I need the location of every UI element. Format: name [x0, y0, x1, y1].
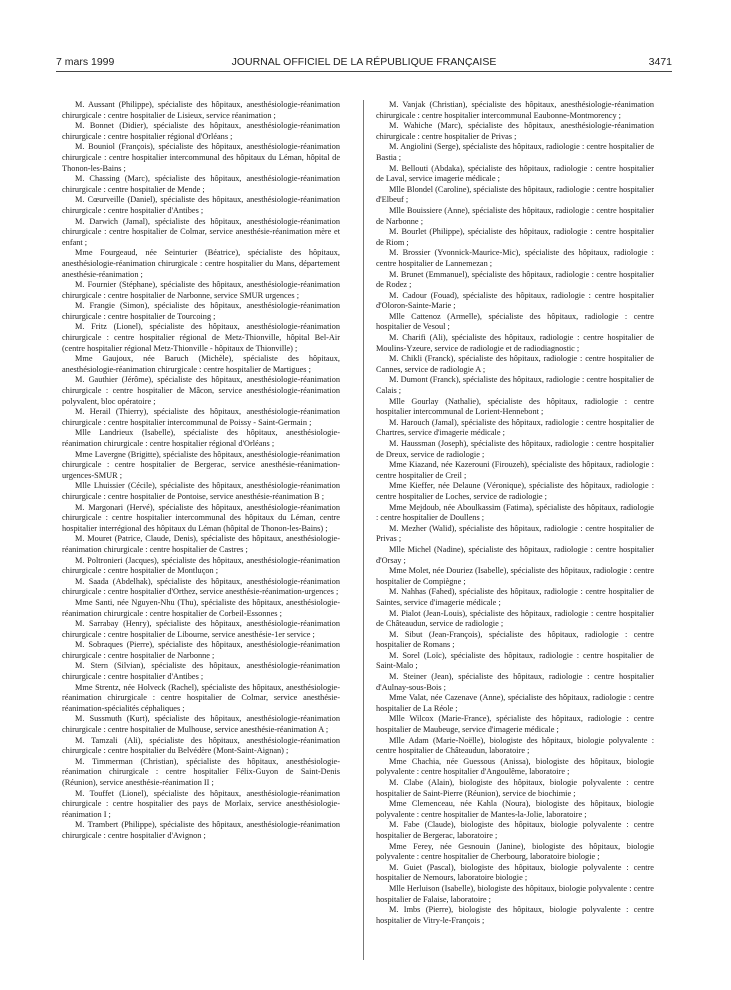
appointment-entry: M. Fournier (Stéphane), spécialiste des hôpitaux, anesthésiologie-réanimation chirurgicale : centre hospitalier de Narbonne, service SMUR urgences ; — [62, 280, 340, 300]
appointment-entry: Mme Gaujoux, née Baruch (Michèle), spécialiste des hôpitaux, anesthésiologie-réanimation chirurgicale : centre hospitalier de Martigues ; — [62, 354, 340, 374]
appointment-entry: M. Brossier (Yvonnick-Maurice-Mic), spécialiste des hôpitaux, radiologie : centre hospitalier de Lannemezan ; — [376, 248, 654, 268]
header-page-number: 3471 — [648, 56, 672, 68]
appointment-entry: M. Fritz (Lionel), spécialiste des hôpitaux, anesthésiologie-réanimation chirurgicale : centre hospitalier régional de Metz-Thionville, hôpital Bel-Air (centre hospitalier régional Metz-Thionville - hôpitaux de Thionville) ; — [62, 322, 340, 353]
appointment-entry: M. Sibut (Jean-François), spécialiste des hôpitaux, radiologie : centre hospitalier de Romans ; — [376, 629, 654, 650]
appointment-entry: M. Clabe (Alain), biologiste des hôpitaux, biologie polyvalente : centre hospitalier de Saint-Pierre (Réunion), service de biochimie ; — [376, 778, 654, 798]
appointment-entry: M. Chassing (Marc), spécialiste des hôpitaux, anesthésiologie-réanimation chirurgicale : centre hospitalier de Mende ; — [62, 174, 340, 194]
appointment-entry: Mme Ferey, née Gesnouin (Janine), biologiste des hôpitaux, biologie polyvalente : centre hospitalier de Cherbourg, laboratoire biologie ; — [376, 841, 654, 862]
appointment-entry: M. Cadour (Fouad), spécialiste des hôpitaux, radiologie : centre hospitalier d'Oloron-Sainte-Marie ; — [376, 290, 654, 311]
appointment-entry: M. Sussmuth (Kurt), spécialiste des hôpitaux, anesthésiologie-réanimation chirurgicale : centre hospitalier de Mulhouse, service anesthésie-réanimation A ; — [62, 714, 340, 735]
appointment-entry: M. Sorel (Loïc), spécialiste des hôpitaux, radiologie : centre hospitalier de Saint-Malo ; — [376, 650, 654, 671]
appointment-entry: M. Frangie (Simon), spécialiste des hôpitaux, anesthésiologie-réanimation chirurgicale : centre hospitalier de Tourcoing ; — [62, 301, 340, 321]
appointment-entry: M. Stern (Silvian), spécialiste des hôpitaux, anesthésiologie-réanimation chirurgicale : centre hospitalier d'Antibes ; — [62, 661, 340, 682]
header-title: JOURNAL OFFICIEL DE LA RÉPUBLIQUE FRANÇAISE — [231, 56, 497, 68]
appointment-entry: Mme Kieffer, née Delaune (Véronique), spécialiste des hôpitaux, radiologie : centre hospitalier de Loches, service de radiologie ; — [376, 481, 654, 501]
appointment-entry: M. Aussant (Philippe), spécialiste des hôpitaux, anesthésiologie-réanimation chirurgicale : centre hospitalier de Lisieux, service réanimation ; — [62, 100, 340, 120]
appointment-entry: M. Mezher (Walid), spécialiste des hôpitaux, radiologie : centre hospitalier de Privas ; — [376, 523, 654, 544]
appointment-entry: M. Cœurveille (Daniel), spécialiste des hôpitaux, anesthésiologie-réanimation chirurgicale : centre hospitalier d'Antibes ; — [62, 195, 340, 215]
left-column — [62, 100, 340, 980]
appointment-entry: Mme Mejdoub, née Aboulkassim (Fatima), spécialiste des hôpitaux, radiologie : centre hospitalier de Doullens ; — [376, 502, 654, 523]
appointment-entry: M. Pialot (Jean-Louis), spécialiste des hôpitaux, radiologie : centre hospitalier de Châteaudun, service de radiologie ; — [376, 608, 654, 629]
appointment-entry: Mlle Wilcox (Marie-France), spécialiste des hôpitaux, radiologie : centre hospitalier de Maubeuge, service d'imagerie médicale ; — [376, 714, 654, 735]
appointment-entry: M. Dumont (Franck), spécialiste des hôpitaux, radiologie : centre hospitalier de Calais ; — [376, 375, 654, 396]
appointment-entry: M. Bonnet (Didier), spécialiste des hôpitaux, anesthésiologie-réanimation chirurgicale : centre hospitalier régional d'Orléans ; — [62, 121, 340, 141]
appointment-entry: Mme Valat, née Cazenave (Anne), spécialiste des hôpitaux, radiologie : centre hospitalier de La Réole ; — [376, 693, 654, 713]
header-date: 7 mars 1999 — [56, 56, 115, 68]
page-header — [56, 56, 672, 72]
appointment-entry: M. Haussman (Joseph), spécialiste des hôpitaux, radiologie : centre hospitalier de Dreux, service de radiologie ; — [376, 439, 654, 459]
appointment-entry: Mlle Blondel (Caroline), spécialiste des hôpitaux, radiologie : centre hospitalier d'Elbeuf ; — [376, 184, 654, 205]
appointment-entry: M. Fabe (Claude), biologiste des hôpitaux, biologie polyvalente : centre hospitalier de Bergerac, laboratoire ; — [376, 820, 654, 840]
appointment-entry: M. Vanjak (Christian), spécialiste des hôpitaux, anesthésiologie-réanimation chirurgicale : centre hospitalier intercommunal Eaubonne-Montmorency ; — [376, 100, 654, 120]
appointment-entry: M. Margonari (Hervé), spécialiste des hôpitaux, anesthésiologie-réanimation chirurgicale : centre hospitalier intercommunal des hôpitaux du Léman, centre hospitalier interrégional des hôpitaux du Léman (hôpital de Thonon-les-Bains) ; — [62, 502, 340, 533]
appointment-entry: M. Nahhas (Fahed), spécialiste des hôpitaux, radiologie : centre hospitalier de Saintes, service d'imagerie médicale ; — [376, 587, 654, 607]
appointment-entry: M. Bouniol (François), spécialiste des hôpitaux, anesthésiologie-réanimation chirurgicale : centre hospitalier intercommunal des hôpitaux du Léman, hôpital de Thonon-les-Bains ; — [62, 142, 340, 173]
appointment-entry: Mlle Landrieux (Isabelle), spécialiste des hôpitaux, anesthésiologie-réanimation chirurgicale : centre hospitalier régional d'Orléans ; — [62, 428, 340, 448]
appointment-entry: Mlle Michel (Nadine), spécialiste des hôpitaux, radiologie : centre hospitalier d'Orsay ; — [376, 544, 654, 565]
header-rule — [56, 71, 672, 72]
appointment-entry: Mlle Herluison (Isabelle), biologiste des hôpitaux, biologie polyvalente : centre hospitalier de Falaise, laboratoire ; — [376, 883, 654, 904]
column-divider — [363, 100, 364, 960]
appointment-entry: M. Sarrabay (Henry), spécialiste des hôpitaux, anesthésiologie-réanimation chirurgicale : centre hospitalier de Libourne, service anesthésie-1er service ; — [62, 619, 340, 639]
appointment-entry: M. Darwich (Jamal), spécialiste des hôpitaux, anesthésiologie-réanimation chirurgicale : centre hospitalier de Colmar, service anesthésie-réanimation mère et enfant ; — [62, 216, 340, 247]
appointment-entry: Mlle Bouissiere (Anne), spécialiste des hôpitaux, radiologie : centre hospitalier de Narbonne ; — [376, 205, 654, 226]
appointment-entry: Mme Santi, née Nguyen-Nhu (Thu), spécialiste des hôpitaux, anesthésiologie-réanimation chirurgicale : centre hospitalier de Corbeil-Essonnes ; — [62, 597, 340, 618]
appointment-entry: M. Bourlet (Philippe), spécialiste des hôpitaux, radiologie : centre hospitalier de Riom ; — [376, 227, 654, 247]
appointment-entry: M. Saada (Abdelhak), spécialiste des hôpitaux, anesthésiologie-réanimation chirurgicale : centre hospitalier d'Orthez, service anesthésie-réanimation-urgences ; — [62, 576, 340, 597]
appointment-entry: M. Gauthier (Jérôme), spécialiste des hôpitaux, anesthésiologie-réanimation chirurgicale : centre hospitalier de Mâcon, service anesthésiologie-réanimation polyvalent, bloc opératoire ; — [62, 375, 340, 406]
appointment-entry: M. Harouch (Jamal), spécialiste des hôpitaux, radiologie : centre hospitalier de Chartres, service d'imagerie médicale ; — [376, 417, 654, 438]
appointment-entry: Mme Lavergne (Brigitte), spécialiste des hôpitaux, anesthésiologie-réanimation chirurgicale : centre hospitalier de Bergerac, service anesthésie-réanimation-urgences-SMUR ; — [62, 449, 340, 480]
appointment-entry: M. Touffet (Lionel), spécialiste des hôpitaux, anesthésiologie-réanimation chirurgicale : centre hospitalier des pays de Morlaix, service anesthésiologie-réanimation I ; — [62, 788, 340, 819]
appointment-entry: M. Tamzali (Ali), spécialiste des hôpitaux, anesthésiologie-réanimation chirurgicale : centre hospitalier du Belvédère (Mont-Saint-Aignan) ; — [62, 735, 340, 756]
appointment-entry: M. Brunet (Emmanuel), spécialiste des hôpitaux, radiologie : centre hospitalier de Rodez ; — [376, 269, 654, 290]
appointment-entry: M. Wahiche (Marc), spécialiste des hôpitaux, anesthésiologie-réanimation chirurgicale : centre hospitalier de Privas ; — [376, 121, 654, 141]
appointment-entry: M. Poltronieri (Jacques), spécialiste des hôpitaux, anesthésiologie-réanimation chirurgicale : centre hospitalier de Montluçon ; — [62, 555, 340, 576]
appointment-entry: M. Herail (Thierry), spécialiste des hôpitaux, anesthésiologie-réanimation chirurgicale : centre hospitalier intercommunal de Poissy - Saint-Germain ; — [62, 407, 340, 427]
appointment-entry: Mme Kiazand, née Kazerouni (Firouzeh), spécialiste des hôpitaux, radiologie : centre hospitalier de Creil ; — [376, 460, 654, 480]
appointment-entry: M. Guiet (Pascal), biologiste des hôpitaux, biologie polyvalente : centre hospitalier de Nemours, laboratoire biologie ; — [376, 862, 654, 883]
appointment-entry: Mme Clemenceau, née Kahla (Noura), biologiste des hôpitaux, biologie polyvalente : centre hospitalier de Mantes-la-Jolie, laboratoire ; — [376, 799, 654, 819]
appointment-entry: M. Bellouti (Abdaka), spécialiste des hôpitaux, radiologie : centre hospitalier de Laval, service imagerie médicale ; — [376, 163, 654, 184]
appointment-entry: M. Imbs (Pierre), biologiste des hôpitaux, biologie polyvalente : centre hospitalier de Vitry-le-François ; — [376, 905, 654, 925]
appointment-entry: Mlle Gourlay (Nathalie), spécialiste des hôpitaux, radiologie : centre hospitalier intercommunal de Lorient-Hennebont ; — [376, 396, 654, 417]
appointment-entry: M. Trambert (Philippe), spécialiste des hôpitaux, anesthésiologie-réanimation chirurgicale : centre hospitalier d'Avignon ; — [62, 820, 340, 840]
appointment-entry: M. Mouret (Patrice, Claude, Denis), spécialiste des hôpitaux, anesthésiologie-réanimation chirurgicale : centre hospitalier de Castres ; — [62, 534, 340, 554]
appointment-entry: M. Charifi (Ali), spécialiste des hôpitaux, radiologie : centre hospitalier de Moulins-Yzeure, service de radiologie et de radiodiagnostic ; — [376, 333, 654, 353]
appointment-entry: Mme Fourgeaud, née Seinturier (Béatrice), spécialiste des hôpitaux, anesthésiologie-réanimation chirurgicale : centre hospitalier du Mans, département anesthésie-réanimation ; — [62, 248, 340, 279]
appointment-entry: Mme Chachia, née Guessous (Anissa), biologiste des hôpitaux, biologie polyvalente : centre hospitalier d'Angoulême, laboratoire ; — [376, 756, 654, 777]
appointment-entry: M. Sobraques (Pierre), spécialiste des hôpitaux, anesthésiologie-réanimation chirurgicale : centre hospitalier de Narbonne ; — [62, 640, 340, 660]
appointment-entry: Mlle Cattenoz (Armelle), spécialiste des hôpitaux, radiologie : centre hospitalier de Vesoul ; — [376, 311, 654, 332]
right-column — [376, 100, 654, 980]
appointment-entry: Mlle Adam (Marie-Noëlle), biologiste des hôpitaux, biologie polyvalente : centre hospitalier de Châteaudun, laboratoire ; — [376, 735, 654, 756]
appointment-entry: M. Steiner (Jean), spécialiste des hôpitaux, radiologie : centre hospitalier d'Aulnay-sous-Bois ; — [376, 672, 654, 692]
appointment-entry: M. Timmerman (Christian), spécialiste des hôpitaux, anesthésiologie-réanimation chirurgicale : centre hospitalier Félix-Guyon de Saint-Denis (Réunion), service anesthésie-réanimation II ; — [62, 756, 340, 787]
appointment-entry: Mme Strentz, née Holveck (Rachel), spécialiste des hôpitaux, anesthésiologie-réanimation chirurgicale : centre hospitalier de Colmar, service anesthésie-réanimation-spécialités céphaliques ; — [62, 682, 340, 713]
appointment-entry: Mlle Lhuissier (Cécile), spécialiste des hôpitaux, anesthésiologie-réanimation chirurgicale : centre hospitalier de Pontoise, service anesthésie-réanimation B ; — [62, 481, 340, 501]
appointment-entry: M. Angiolini (Serge), spécialiste des hôpitaux, radiologie : centre hospitalier de Bastia ; — [376, 142, 654, 162]
appointment-entry: M. Chikli (Franck), spécialiste des hôpitaux, radiologie : centre hospitalier de Cannes, service de radiologie A ; — [376, 354, 654, 374]
appointment-entry: Mme Molet, née Douriez (Isabelle), spécialiste des hôpitaux, radiologie : centre hospitalier de Compiègne ; — [376, 566, 654, 586]
